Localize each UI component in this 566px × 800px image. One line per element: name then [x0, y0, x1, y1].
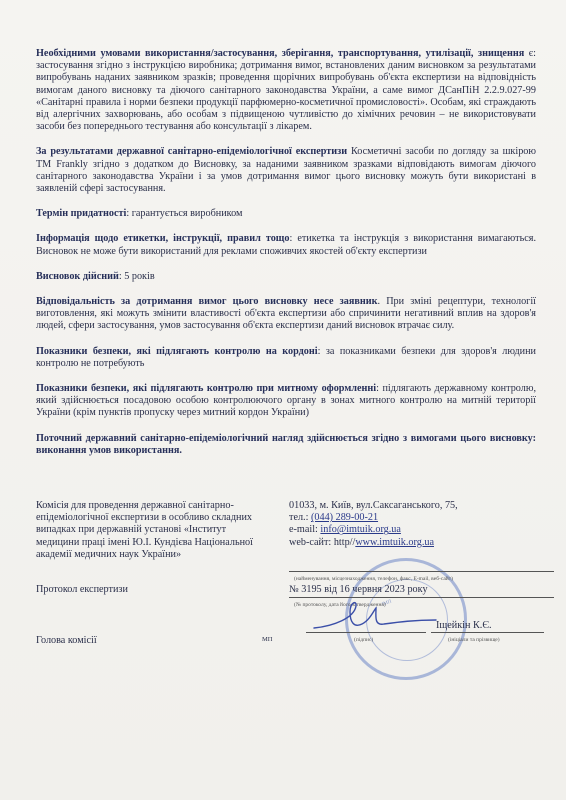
web-line	[289, 537, 519, 549]
heading-supervision: Поточний державний санітарно-епідеміологічний нагляд здійснюється згідно з вимогами цього висновку: виконання умов використання.	[36, 432, 536, 456]
text-label-info: : етикетка та інструкція з використання вимагаються. Висновок не може бути використаний для реклами споживчих якостей об'єкту експертизи	[36, 233, 536, 257]
signature-caption: (підпис)	[354, 637, 374, 643]
heading-validity: Висновок дійсний	[36, 270, 119, 282]
heading-shelf-life: Термін придатності	[36, 208, 127, 220]
paragraph-responsibility	[36, 296, 536, 333]
name-underline	[431, 632, 544, 633]
phone-label: тел.:	[289, 512, 311, 524]
conclusion-body	[36, 48, 536, 470]
phone-link[interactable]: (044) 289-00-21	[310, 512, 379, 524]
head-label: Голова комісії	[36, 635, 97, 646]
paragraph-customs-control	[36, 383, 536, 420]
email-label: e-mail:	[289, 524, 321, 536]
name-caption: (ініціали та прізвище)	[448, 637, 500, 643]
heading-border-control: Показники безпеки, які підлягають контролю на кордоні	[36, 345, 318, 357]
paragraph-border-control	[36, 346, 536, 370]
text-customs-control: : підлягають державному контролю, який здійснюється посадовою особою контролюючого органу в зонах митного контролю на митній території України (крім пунктів пропуску через митний кордон України)	[36, 383, 536, 419]
paragraph-usage-conditions	[36, 48, 536, 133]
signature-underline	[306, 632, 426, 633]
seal-place-label: МП	[262, 636, 273, 643]
email-link[interactable]: info@imtuik.org.ua	[320, 524, 401, 536]
heading-label-info: Інформація щодо етикетки, інструкції, правил тощо	[36, 233, 290, 245]
email-line	[289, 524, 519, 536]
paragraph-validity	[36, 271, 536, 283]
heading-usage-conditions: Необхідними умовами використання/застосування, зберігання, транспортування, утилізації, знищення	[36, 48, 525, 59]
paragraph-supervision	[36, 433, 536, 457]
web-link[interactable]: www.imtuik.org.ua	[355, 536, 434, 548]
address-caption: (найменування, місцезнаходження, телефон, факс, E-mail, веб-сайт)	[294, 576, 453, 582]
text-usage-conditions: є: застосування згідно з інструкцією виробника; дотримання вимог, встановлених даним висновком за результатами випробувань наданих заявником зразків; проведення щорічних випробувань об'єкта експертизи на відповідність вимогам даного висновку та діючого санітарного законодавства України, а саме вимог ДСанПіН 2.2.9.027-99 «Санітарні правила і норми безпеки продукції парфюмерно-косметичної промисловості». Особам, які страждають від алергічних захворювань, або особам з підвищеною чутливістю до хімічних речовин – не використовувати засоби без попереднього тестування або консультації з лікарем.	[36, 48, 536, 133]
paragraph-shelf-life	[36, 208, 536, 220]
protocol-caption: (№ протоколу, дата його затвердження)	[294, 602, 386, 608]
stamp-center-text: ІМП	[381, 599, 393, 608]
address-line: 01033, м. Київ, вул.Саксаганського, 75,	[289, 500, 458, 511]
head-name: Іщейкін К.Є.	[436, 620, 492, 631]
paragraph-label-info	[36, 233, 536, 257]
text-responsibility: . При зміні рецептури, технології виготовлення, які можуть змінити властивості об'єкта експертизи або спричинити негативний вплив на здоров'я людей, сфери застосування, умов застосування об'єкта експертизи даний висновок втрачає силу.	[36, 296, 536, 332]
address-underline	[289, 571, 554, 572]
text-border-control: : за показниками безпеки для здоров'я людини контролю не потребують	[36, 345, 536, 369]
signature-stroke	[314, 603, 436, 628]
heading-customs-control: Показники безпеки, які підлягають контролю при митному оформленні	[36, 383, 377, 395]
heading-responsibility: Відповідальність за дотримання вимог цього висновку несе заявник	[36, 296, 378, 308]
web-label: web-сайт: http//	[289, 536, 356, 548]
institution-contacts	[289, 500, 519, 549]
commission-name: Комісія для проведення державної санітарно-епідеміологічної експертизи в особливо складних випадках при державній установі «Інститут медицини праці імені Ю.І. Кундієва Національної академії медичних наук України»	[36, 500, 253, 560]
text-expertise-results: Косметичні засоби по догляду за шкірою ТМ Frankly згідно з додатком до Висновку, за наданими заявником зразками відповідають вимогам діючого санітарного законодавства України і за умов дотримання вимог цього висновку можуть бути використані в заявленій сфері застосування.	[36, 146, 536, 195]
protocol-label: Протокол експертизи	[36, 584, 128, 595]
paragraph-expertise-results	[36, 146, 536, 195]
heading-expertise-results: За результатами державної санітарно-епідеміологічної експертизи	[36, 146, 348, 158]
text-validity: : 5 років	[118, 270, 155, 282]
protocol-number: № 3195 від 16 червня 2023 року	[289, 584, 428, 595]
text-shelf-life: : гарантується виробником	[126, 208, 243, 220]
phone-line	[289, 512, 519, 524]
